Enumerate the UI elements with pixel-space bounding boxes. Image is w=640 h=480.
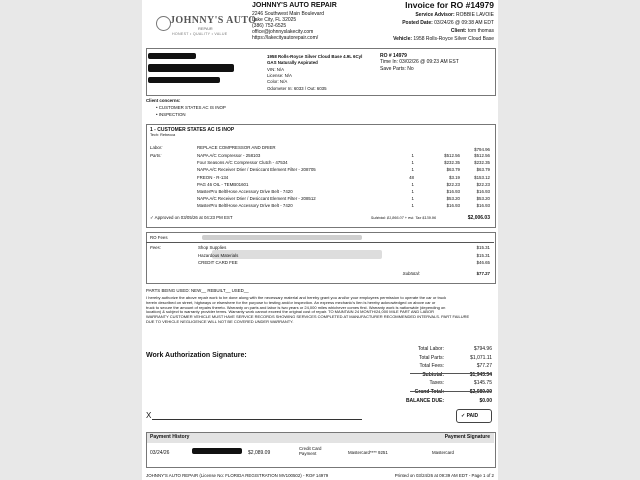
totals-label: Total Fees: [419,363,444,370]
totals-value: $1,071.11 [470,354,492,361]
part-quantity: 1 [411,203,414,209]
vehicle-box-color: Color: N/A [267,79,288,84]
labor-label: Labor: [150,145,163,150]
part-description: NAPA A/C Compressor - 258103 [197,153,261,158]
payment-signature-label: Payment Signature [444,434,490,440]
posted-value: 03/24/26 @ 09:38 AM EDT [434,20,494,26]
payment-card-signature: Mastercard [432,450,454,455]
totals-label: Total Parts: [418,354,444,361]
part-quantity: 48 [409,174,414,180]
shop-address: 2246 Southwest Main Boulevard [252,11,324,17]
part-line-total: $16.93 [476,189,490,194]
part-quantity: 1 [411,160,414,166]
authorization-disclaimer [146,296,494,325]
shop-name: JOHNNY'S AUTO REPAIR [252,2,337,9]
shop-logo [154,12,257,40]
redacted-payment-name [192,448,242,454]
vehicle-box-vin: VIN: N/A [267,67,285,72]
part-description: PAG 46 OIL - TEMB01601 [197,181,249,187]
totals-label: Grand Total: [414,389,444,395]
payment-header-bg [147,433,494,443]
payment-amount: $2,089.09 [248,450,271,456]
fees-divider [146,242,494,243]
part-description: MasterPro Belt/Hose Accessory Drive Belt - 7420 [197,189,293,194]
disclaimer-line: truck to secure the amount of repairs thereto. Warranty on parts and labor is two years or 24,000 miles whichever comes first. Warranty work is nationwide (depending on [146,305,446,310]
concern-text: CUSTOMER STATES AC IS INOP [158,105,226,110]
invoice-page [142,0,498,480]
part-line-total: $512.56 [474,153,490,158]
part-description: Four Seasons A/C Compressor Clutch - 47534 [197,160,288,166]
part-description: MasterPro Belt/Hose Accessory Drive Belt - 7420 [197,203,293,209]
redacted-name [148,53,196,59]
part-unit-price: $22.23 [446,181,460,187]
disclaimer-line: DUE TO VEHICLE NEGLIGENCE WILL NOT BE COVERED UNDER WARRANTY. [146,319,294,324]
posted-date [402,20,494,26]
approved-line: ✓ Approved on 03/05/26 at 04:23 PM EST [150,215,233,220]
totals-value: $77.27 [476,363,492,370]
advisor-label: Service Advisor: [415,12,455,18]
fees-subtotal-label: Subtotal: [402,271,420,276]
fee-name: Shop Supplies [198,245,227,250]
totals-value: $794.96 [473,346,492,352]
part-unit-price: $232.35 [444,160,460,166]
logo-sub-text: REPAIR [198,26,213,31]
invoice-title: Invoice for RO #14979 [405,0,494,10]
redacted-address [148,64,234,72]
signature-x: X [146,411,152,420]
labor-total: $794.96 [474,147,490,152]
ro-number: RO # 14979 [380,53,407,59]
totals-value: $0.00 [479,397,492,404]
part-quantity: 1 [411,196,414,202]
shop-phone: (386) 752-6525 [252,23,287,29]
fees-title: RO Fees [150,235,168,240]
fees-subtotal: $77.27 [476,271,490,276]
vehicle-box-engine: GAS Naturally Aspirated [267,60,318,65]
part-line-total: $16.93 [476,203,490,209]
part-unit-price: $16.93 [446,203,460,209]
disclaimer-line: WARRANTY CUSTOMER VEHICLE MUST HAVE SERVICE RECORDS SHOWING SERVICES COMPLETED AT MANUFACTURER RECOMMENDED INTERVALS. PART FAILURE [146,315,470,320]
job-title: 1 - CUSTOMER STATES AC IS INOP [150,127,235,133]
paid-stamp [456,409,492,423]
shop-city: Lake City, FL 32025 [252,17,297,23]
advisor-value: ROBBIE LAVOIE [456,12,494,18]
vehicle-name [393,36,494,42]
totals-label: BALANCE DUE: [405,397,444,404]
part-line-total: $153.12 [474,174,490,180]
concern-text: INSPECTION [158,112,186,117]
signature-label: Work Authorization Signature: [146,352,247,359]
client-label: Client: [450,28,467,34]
posted-label: Posted Date: [402,20,433,26]
part-unit-price: $3.19 [449,174,460,180]
part-line-total: $53.20 [476,196,490,202]
ro-time-in: Time In: 03/02/26 @ 09:23 AM EST [380,59,459,65]
vehicle-value: 1958 Rolls-Royce Silver Cloud Base [413,36,494,42]
part-line-total: $232.35 [474,160,490,166]
part-unit-price: $16.93 [446,189,460,194]
part-quantity: 1 [411,153,414,158]
shop-website[interactable]: https://lakecityautorepair.com/ [252,35,319,41]
concern-item: • CUSTOMER STATES AC IS INOP [156,105,226,110]
logo-main-text: JOHNNY'S AUTO [170,15,257,26]
totals-label: Total Labor: [417,346,444,352]
totals-value: $1,943.34 [469,371,492,378]
concerns-label: Client concerns: [146,98,181,103]
payment-date: 03/24/26 [150,450,170,456]
part-line-total: $22.23 [476,181,490,187]
payment-method: Credit Card Payment [299,446,322,457]
fee-amount: $15.31 [476,245,490,250]
job-subtotal-text: Subtotal: $1,866.07 + est. Tax $139.96 [370,216,436,220]
parts-used-line: PARTS BEING USED: NEW__ REBUILT__ USED__ [146,288,249,293]
payment-history-label: Payment History [150,434,190,440]
job-total: $2,006.03 [467,215,490,221]
footer-left: JOHNNY'S AUTO REPAIR (License No: FLORIDA REGISTRATION MV100502) - RO# 14979 [146,473,329,478]
part-description: NAPA A/C Receiver Drier / Desiccant Element Filter - 208705 [197,167,316,173]
fee-amount: $15.31 [476,252,490,258]
totals-value: $2,089.09 [469,389,492,395]
vehicle-box-odometer: Odometer In: 6033 / Out: 6035 [267,86,327,91]
part-unit-price: $512.56 [444,153,460,158]
approved-text: Approved on 03/05/26 at 04:23 PM EST [154,215,233,220]
fees-label: Fees: [150,245,161,250]
labor-description: REPLACE COMPRESSOR AND DRIER [197,145,276,150]
signature-line[interactable] [152,419,362,420]
fee-name: Hazardous Materials [198,252,239,258]
blurred-text [202,235,362,240]
vehicle-box-license: License: N/A [267,73,292,78]
part-quantity: 1 [411,181,414,187]
parts-label: Parts: [150,153,162,158]
job-tech: Tech: Rebecca [150,133,176,137]
logo-tagline: HONEST • QUALITY • VALUE [172,32,228,36]
totals-label: Taxes: [429,380,444,387]
totals-divider [410,373,492,374]
totals-divider [410,391,492,392]
part-description: FREON - R-134 [197,174,229,180]
disclaimer-line: location) & subject to warranty provider terms. Warranty work cannot exceed the original cost of repair. TO MAINTAIN 24 MONTH/24,000 MILE PART AND LABOR [146,310,434,315]
part-quantity: 1 [411,189,414,194]
vehicle-label: Vehicle: [393,36,413,42]
redacted-phone [148,77,220,83]
ro-save-parts: Save Parts: No [380,66,414,72]
service-advisor [415,12,494,18]
client-value: tom thomas [467,28,494,34]
footer-right: Printed on 03/24/26 at 09:39 AM EDT - Page 1 of 2 [394,473,494,478]
concern-item: • INSPECTION [156,112,186,117]
part-line-total: $63.79 [476,167,490,173]
part-quantity: 1 [411,167,414,173]
payment-card: Mastercard**** 9251 [348,450,388,455]
fee-amount: $46.65 [476,260,490,265]
part-unit-price: $53.20 [446,196,460,202]
part-unit-price: $63.79 [446,167,460,173]
part-description: NAPA A/C Receiver Drier / Desiccant Element Filter - 208512 [197,196,316,202]
totals-label: Subtotal: [422,371,444,378]
paid-label: ✓ PAID [461,413,479,419]
fee-name: CREDIT CARD FEE [198,260,238,265]
shop-email[interactable]: office@johnnyslakecity.com [252,29,314,35]
disclaimer-line: I hereby authorize the above repair work to be done along with the necessary material and hereby grant you and/or your employees permission to operate the car or truck [146,296,447,300]
totals-value: $145.75 [473,380,492,387]
vehicle-box-name: 1958 Rolls-Royce Silver Cloud Base 4.9L 6Cyl [267,54,363,59]
logo-emblem [156,16,171,31]
disclaimer-line: herein described on street, highways or elsewhere for the purpose to testing and/or inspection. An express mechanic's lien is hereby acknowledged on above car or [146,300,436,305]
client-name [451,28,494,34]
